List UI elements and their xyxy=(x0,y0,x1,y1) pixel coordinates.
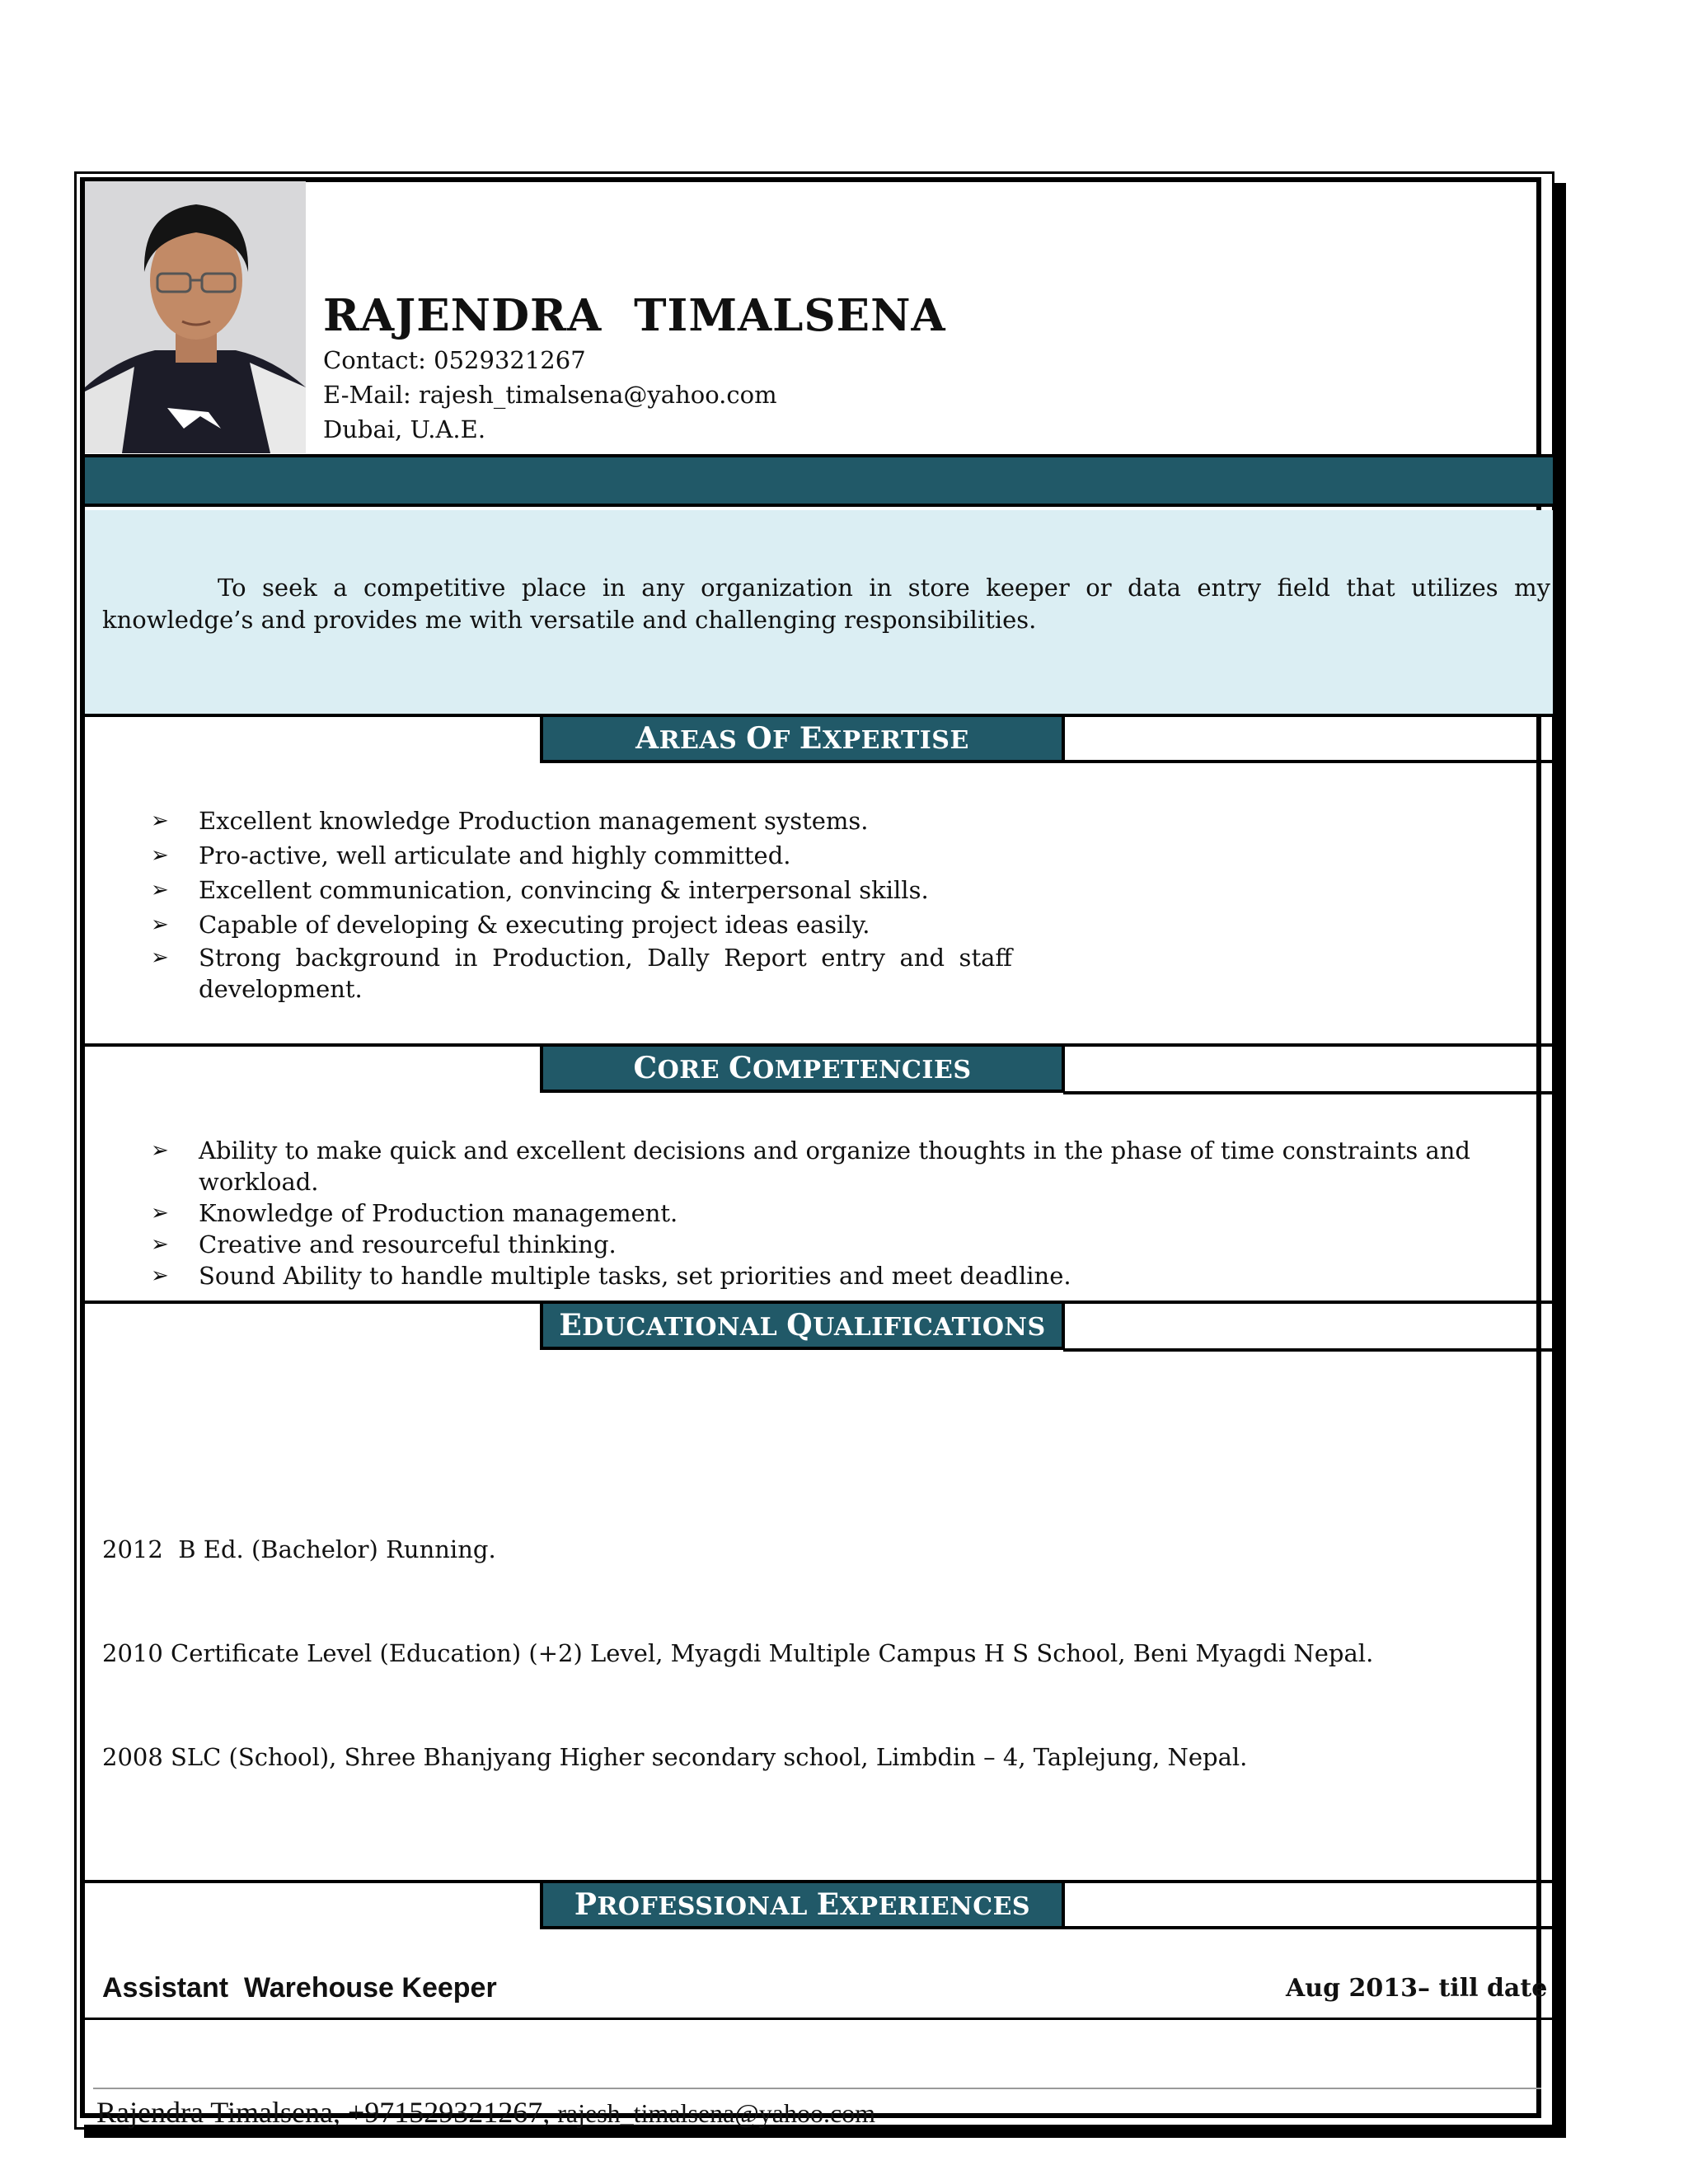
footer-email: rajesh_timalsena@yahoo.com xyxy=(557,2098,876,2128)
contact-phone: Contact: 0529321267 xyxy=(323,346,586,374)
arrowhead-bullet-icon: ➢ xyxy=(151,1232,169,1257)
arrowhead-bullet-icon: ➢ xyxy=(151,808,169,833)
arrowhead-bullet-icon: ➢ xyxy=(151,1138,169,1163)
core-competencies-list xyxy=(151,1135,1552,1291)
section-rule-bottom xyxy=(1063,1926,1553,1929)
arrowhead-bullet-icon: ➢ xyxy=(151,878,169,902)
list-item: ➢ Excellent knowledge Production management systems. xyxy=(151,804,1012,838)
section-rule-bottom xyxy=(1063,1091,1553,1094)
list-item: ➢ Ability to make quick and excellent decisions and organize thoughts in the phase of time constraints and workload. xyxy=(151,1137,1470,1196)
objective-text: To seek a competitive place in any organization in store keeper or data entry field that utilizes my knowledge’s and provides me with versatile and challenging responsibilities. xyxy=(102,574,1550,634)
list-item: ➢ Strong background in Production, Dally Report entry and staff development. xyxy=(151,944,1012,1003)
frame-shadow-right xyxy=(1553,183,1566,2136)
section-rule-bottom xyxy=(1063,1348,1553,1352)
list-item: ➢ Capable of developing & executing project ideas easily. xyxy=(151,907,1012,942)
section-title-expertise: AREAS OF EXPERTISE xyxy=(540,714,1065,763)
list-item: ➢ Knowledge of Production management. xyxy=(151,1199,678,1227)
arrowhead-bullet-icon: ➢ xyxy=(151,945,169,970)
person-portrait-icon xyxy=(85,181,306,453)
header-divider-band xyxy=(85,454,1553,507)
list-item: ➢ Excellent communication, convincing & interpersonal skills. xyxy=(151,873,1012,907)
arrowhead-bullet-icon: ➢ xyxy=(151,912,169,937)
job-dates: Aug 2013– till date xyxy=(1286,1974,1548,2003)
contact-location: Dubai, U.A.E. xyxy=(323,415,486,443)
experience-rule xyxy=(85,2018,1553,2020)
page-footer xyxy=(96,2095,875,2130)
list-item: 2010 Certificate Level (Education) (+2) Level, Myagdi Multiple Campus H S School, Beni Myagdi Nepal. xyxy=(102,1639,1374,1667)
job-title: Assistant Warehouse Keeper xyxy=(102,1972,497,2004)
arrowhead-bullet-icon: ➢ xyxy=(151,843,169,868)
profile-photo xyxy=(85,181,306,453)
contact-email: E-Mail: rajesh_timalsena@yahoo.com xyxy=(323,381,777,409)
arrowhead-bullet-icon: ➢ xyxy=(151,1201,169,1226)
footer-divider xyxy=(93,2088,1541,2089)
list-item: 2008 SLC (School), Shree Bhanjyang Higher secondary school, Limbdin – 4, Taplejung, Nepal. xyxy=(102,1743,1248,1771)
education-list xyxy=(102,1463,1373,1809)
list-item: ➢ Pro-active, well articulate and highly committed. xyxy=(151,838,1012,873)
list-item: ➢ Creative and resourceful thinking. xyxy=(151,1230,617,1258)
expertise-list xyxy=(151,804,1012,1005)
list-item: ➢ Sound Ability to handle multiple tasks, set priorities and meet deadline. xyxy=(151,1262,1071,1290)
section-title-experience: PROFESSIONAL EXPERIENCES xyxy=(540,1880,1065,1929)
section-title-core-competencies: CORE COMPETENCIES xyxy=(540,1043,1065,1093)
section-title-education: EDUCATIONAL QUALIFICATIONS xyxy=(540,1301,1065,1350)
footer-name-phone: Rajendra Timalsena, +971529321267, xyxy=(96,2096,551,2129)
arrowhead-bullet-icon: ➢ xyxy=(151,1263,169,1288)
list-item: 2012 B Ed. (Bachelor) Running. xyxy=(102,1535,496,1563)
section-rule-bottom xyxy=(1063,760,1553,763)
candidate-name: RAJENDRA TIMALSENA xyxy=(323,290,946,341)
